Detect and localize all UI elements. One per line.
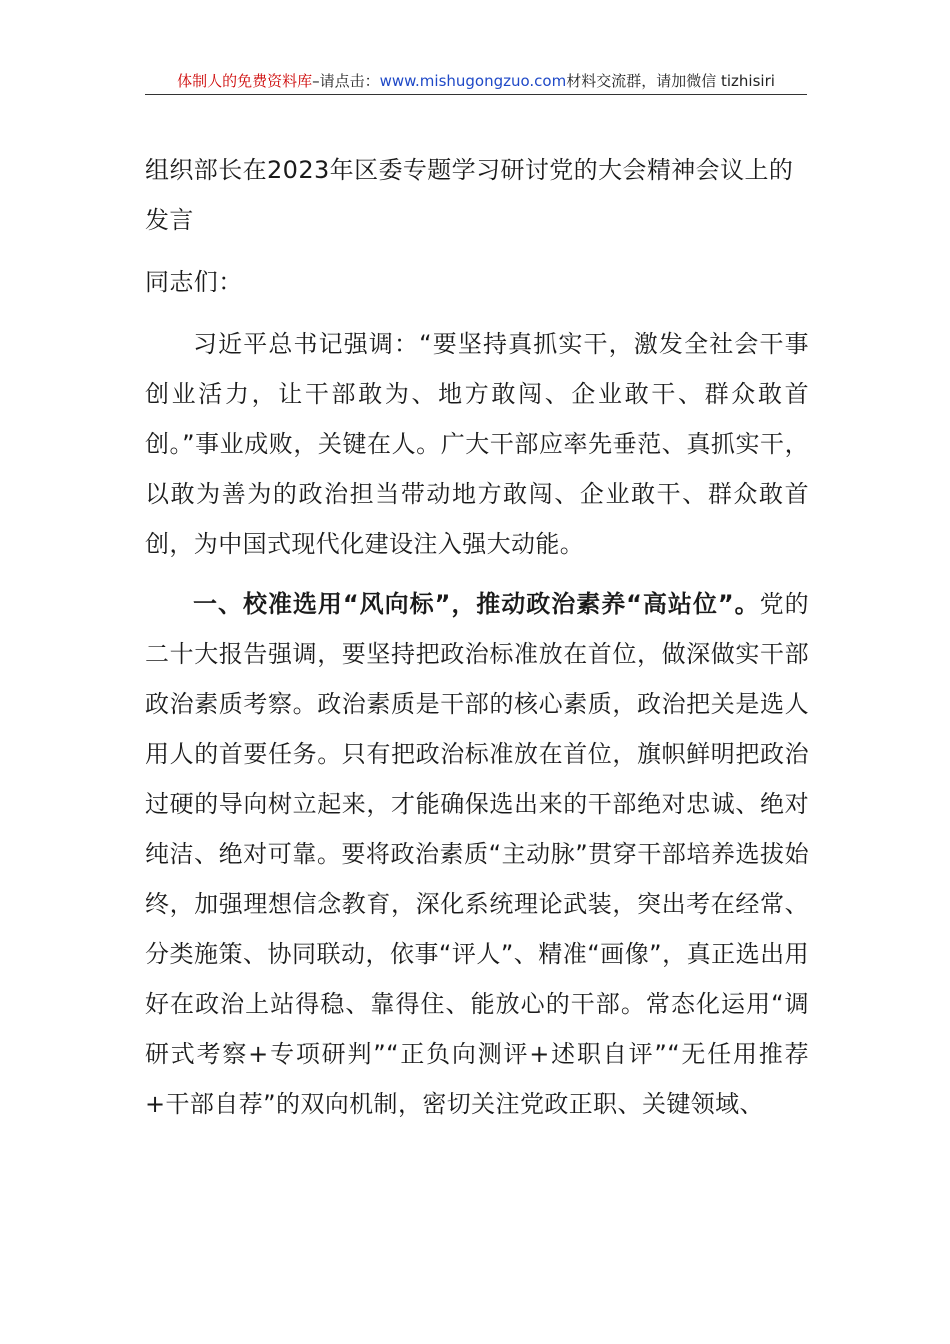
- salutation: 同志们：: [145, 268, 243, 296]
- paragraph-section-1: [145, 579, 809, 1129]
- paragraph-intro: 习近平总书记强调：“要坚持真抓实干，激发全社会干事创业活力，让干部敢为、地方敢闯、企业敢干、群众敢首创。”事业成败，关键在人。广大干部应率先垂范、真抓实干，以敢为善为的政治担当带动地方敢闯、企业敢干、群众敢首创，为中国式现代化建设注入强大动能。: [145, 330, 809, 558]
- header-separator: –请点击：: [312, 72, 380, 90]
- document-body: [145, 145, 809, 1129]
- section-1-body: 党的二十大报告强调，要坚持把政治标准放在首位，做深做实干部政治素质考察。政治素质是干部的核心素质，政治把关是选人用人的首要任务。只有把政治标准放在首位，旗帜鲜明把政治过硬的导向树立起来，才能确保选出来的干部绝对忠诚、绝对纯洁、绝对可靠。要将政治素质“主动脉”贯穿干部培养选拔始终，加强理想信念教育，深化系统理论武装，突出考在经常、分类施策、协同联动，依事“评人”、精准“画像”，真正选出用好在政治上站得稳、靠得住、能放心的干部。常态化运用“调研式考察+专项研判”“正负向测评+述职自评”“无任用推荐+干部自荐”的双向机制，密切关注党政正职、关键领域、: [145, 590, 809, 1118]
- section-1-heading: 一、校准选用“风向标”，推动政治素养“高站位”。: [193, 590, 760, 618]
- header-url-link[interactable]: www.mishugongzuo.com: [379, 72, 567, 90]
- header-tail: 材料交流群，请加微信 tizhisiri: [566, 72, 775, 90]
- page-header: [145, 68, 807, 95]
- document-title: 组织部长在2023年区委专题学习研讨党的大会精神会议上的发言: [145, 156, 794, 234]
- header-brand: 体制人的免费资料库: [177, 72, 313, 90]
